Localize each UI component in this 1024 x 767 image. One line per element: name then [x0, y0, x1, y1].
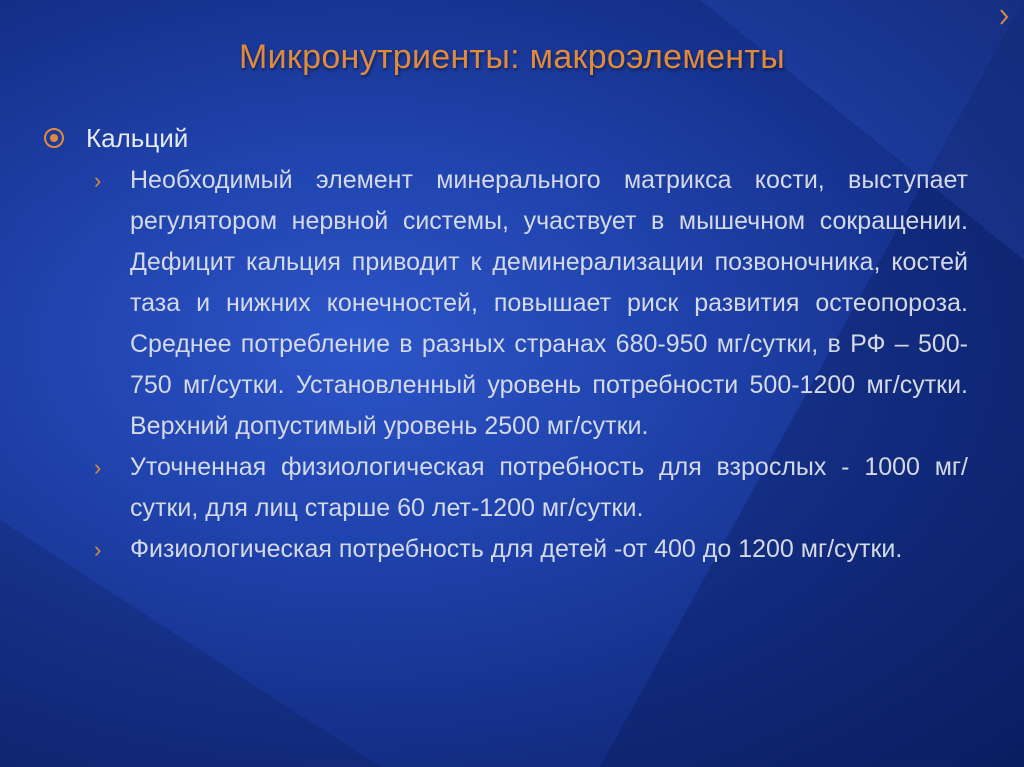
topic-label: Кальций — [86, 123, 189, 153]
chevron-right-icon: › — [94, 537, 102, 562]
bullet-point — [44, 160, 974, 447]
chevron-right-icon: › — [94, 455, 102, 480]
bullet-point — [44, 529, 974, 570]
topic-item — [44, 118, 974, 158]
slide-body — [44, 118, 974, 570]
chevron-right-icon: › — [94, 168, 102, 193]
ring-bullet-icon — [44, 128, 64, 148]
bullet-text: Необходимый элемент минерального матрикса кости, выступает регулятором нервной системы, участвует в мышечном сокращении. Дефицит кальция приводит к деминерализации позвоночника, костей таза и нижних конечностей, повышает риск развития остеопороза. Среднее потребление в разных странах 680-950 мг/сутки, в РФ – 500-750 мг/сутки. Установленный уровень потребности 500-1200 мг/сутки. Верхний допустимый уровень 2500 мг/сутки. — [130, 166, 968, 440]
bullet-point — [44, 447, 974, 529]
bullet-text: Уточненная физиологическая потребность для взрослых - 1000 мг/сутки, для лиц старше 60 лет-1200 мг/сутки. — [130, 453, 968, 522]
bullet-text: Физиологическая потребность для детей -от 400 до 1200 мг/сутки. — [130, 535, 903, 563]
slide-title: Микронутриенты: макроэлементы — [239, 38, 785, 76]
